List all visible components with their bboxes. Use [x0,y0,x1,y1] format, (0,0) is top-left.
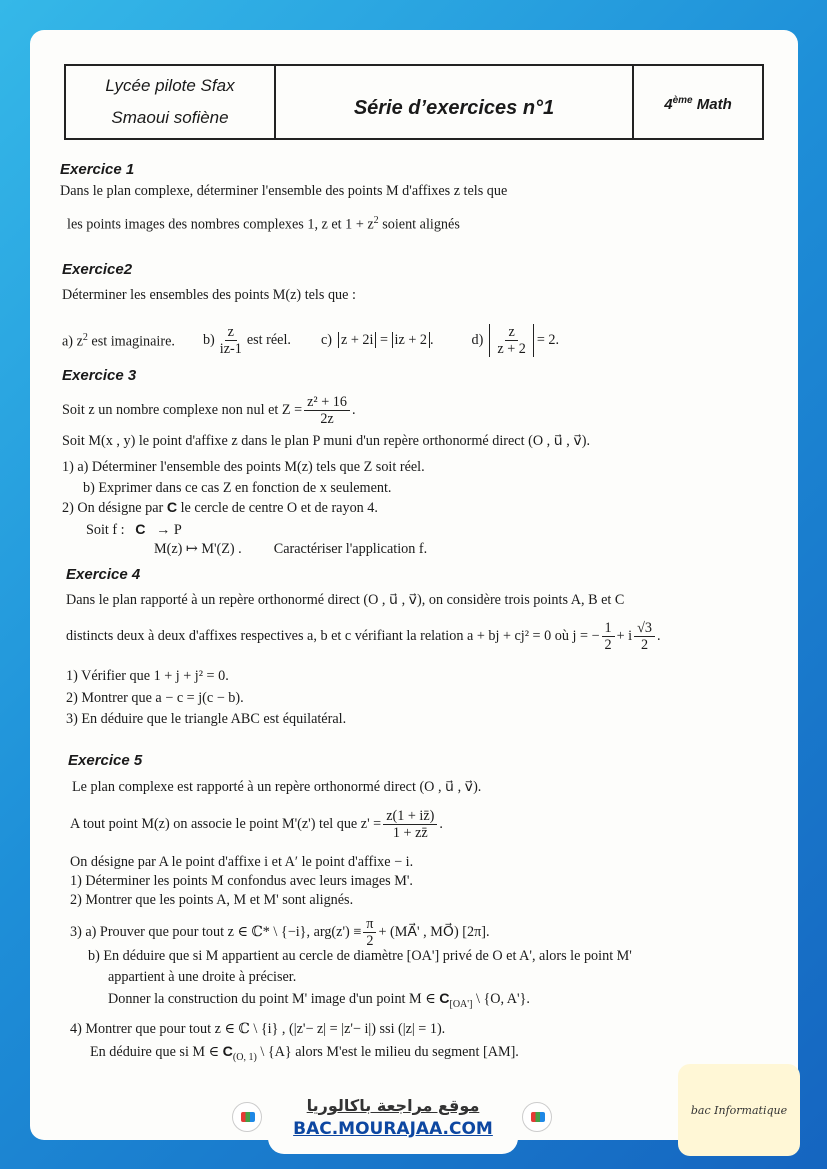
exercise-1-title: Exercice 1 [60,161,135,178]
item-b-label: b) [202,332,215,348]
exercise-3-line-6: Soit f : C → P [86,522,182,538]
exercise-3-line-2: Soit M(x , y) le point d'affixe z dans le plan P muni d'un repère orthonormé direct (O , u⃗ , v⃗). [62,433,591,449]
exercise-3-line-1: Soit z un nombre complexe non nul et Z = $\frac{\text{z² + 16}}{2z}$ . [62,393,356,427]
site-logo-left-icon [232,1102,262,1132]
exercise-5-line-6: 3) a) Prouver que pour tout z ∈ ℂ* \ {−i}, arg(z') ≡ $\frac{\pi}{2}$ + (MA⃗' , MO⃗) [2π]. [70,915,490,949]
exercise-4-line-3: 1) Vérifier que 1 + j + j² = 0. [66,668,229,684]
header-school-cell [66,66,276,138]
header-title-cell [276,66,634,138]
exercise-5-line-4: 1) Déterminer les points M confondus avec leurs images M'. [70,873,413,889]
exercise-2-items [62,323,559,357]
bac-informatique-badge: bac Informatique [678,1064,800,1156]
exercise-4-line-5: 3) En déduire que le triangle ABC est équilatéral. [66,711,347,727]
exercise-5-line-2: A tout point M(z) on associe le point M'(z') tel que z' = $\frac{z(1 + iz̄)}{1 + zz̄}$ . [70,807,443,841]
item-c-label: c) [320,332,332,348]
footer-banner[interactable] [268,1088,518,1154]
footer-url-link[interactable]: BAC.MOURAJAA.COM [293,1119,493,1139]
document-sheet [30,30,798,1140]
level-label: 4ème Math [664,95,732,113]
exercise-3-line-7: M(z) ↦ M'(Z) . Caractériser l'application f. [154,541,428,557]
series-title: Série d’exercices n°1 [353,96,555,119]
item-c-expression: z + 2i = iz + 2 . [338,331,434,349]
item-d-fraction: $\frac{z}{z + 2}$ [489,324,534,357]
teacher-name: Smaoui sofiène [111,108,229,127]
exercise-4-line-2: distincts deux à deux d'affixes respectives a, b et c vérifiant la relation a + bj + cj² = 0 où j = − $\frac{1}{2}$ + i $\frac{√3}{2}$ . [66,619,661,653]
exercise-5-line-3: On désigne par A le point d'affixe i et A′ le point d'affixe − i. [70,854,414,870]
header-level-cell [634,66,762,138]
exercise-5-line-5: 2) Montrer que les points A, M et M' sont alignés. [70,892,354,908]
exercise-1-line-1: Dans le plan complexe, déterminer l'ensemble des points M d'affixes z tels que [60,183,508,199]
school-name: Lycée pilote Sfax [105,76,235,95]
exercise-5-line-9: Donner la construction du point M' image d'un point M ∈ $C_{[OA']}$ \ {O, A'}. [108,991,530,1010]
exercise-5-line-1: Le plan complexe est rapporté à un repère orthonormé direct (O , u⃗ , v⃗). [72,779,482,795]
item-a: a) $z^2$ est imaginaire. [62,332,175,350]
exercise-2-intro: Déterminer les ensembles des points M(z) tels que : [62,287,356,303]
exercise-3-line-4: b) Exprimer dans ce cas Z en fonction de x seulement. [83,480,392,496]
exercise-3-line-5: 2) On désigne par C le cercle de centre O et de rayon 4. [62,500,378,516]
exercise-4-line-4: 2) Montrer que a − c = j(c − b). [66,690,244,706]
exercise-5-line-10: 4) Montrer que pour tout z ∈ ℂ \ {i} , (|z'− z| = |z'− i|) ssi (|z| = 1). [70,1021,446,1037]
item-b-fraction: $\frac{z}{iz-1}$ [219,323,242,357]
header-table [64,64,764,140]
exercise-2-title: Exercice2 [62,261,133,278]
site-logo-right-icon [522,1102,552,1132]
exercise-5-title: Exercice 5 [68,752,143,769]
exercise-5-line-8: appartient à une droite à préciser. [108,969,297,985]
item-b-text: est réel. [246,332,291,348]
exercise-4-line-1: Dans le plan rapporté à un repère orthonormé direct (O , u⃗ , v⃗), on considère trois points A, B et C [66,592,625,608]
footer-arabic-text: موقع مراجعة باكالوريا [306,1096,480,1115]
exercise-5-line-7: b) En déduire que si M appartient au cercle de diamètre [OA'] privé de O et A', alors le point M' [88,948,632,964]
exercise-5-line-11: En déduire que si M ∈ $C_{(O, 1)}$ \ {A} alors M'est le milieu du segment [AM]. [90,1044,519,1063]
item-d-label: d) [471,332,484,348]
exercise-3-title: Exercice 3 [62,367,137,384]
exercise-1-line-2: les points images des nombres complexes 1, z et $1 + z^2$ soient alignés [67,215,460,233]
item-d-end: = 2. [536,332,560,348]
exercise-4-title: Exercice 4 [66,566,141,583]
exercise-3-line-3: 1) a) Déterminer l'ensemble des points M(z) tels que Z soit réel. [62,459,425,475]
